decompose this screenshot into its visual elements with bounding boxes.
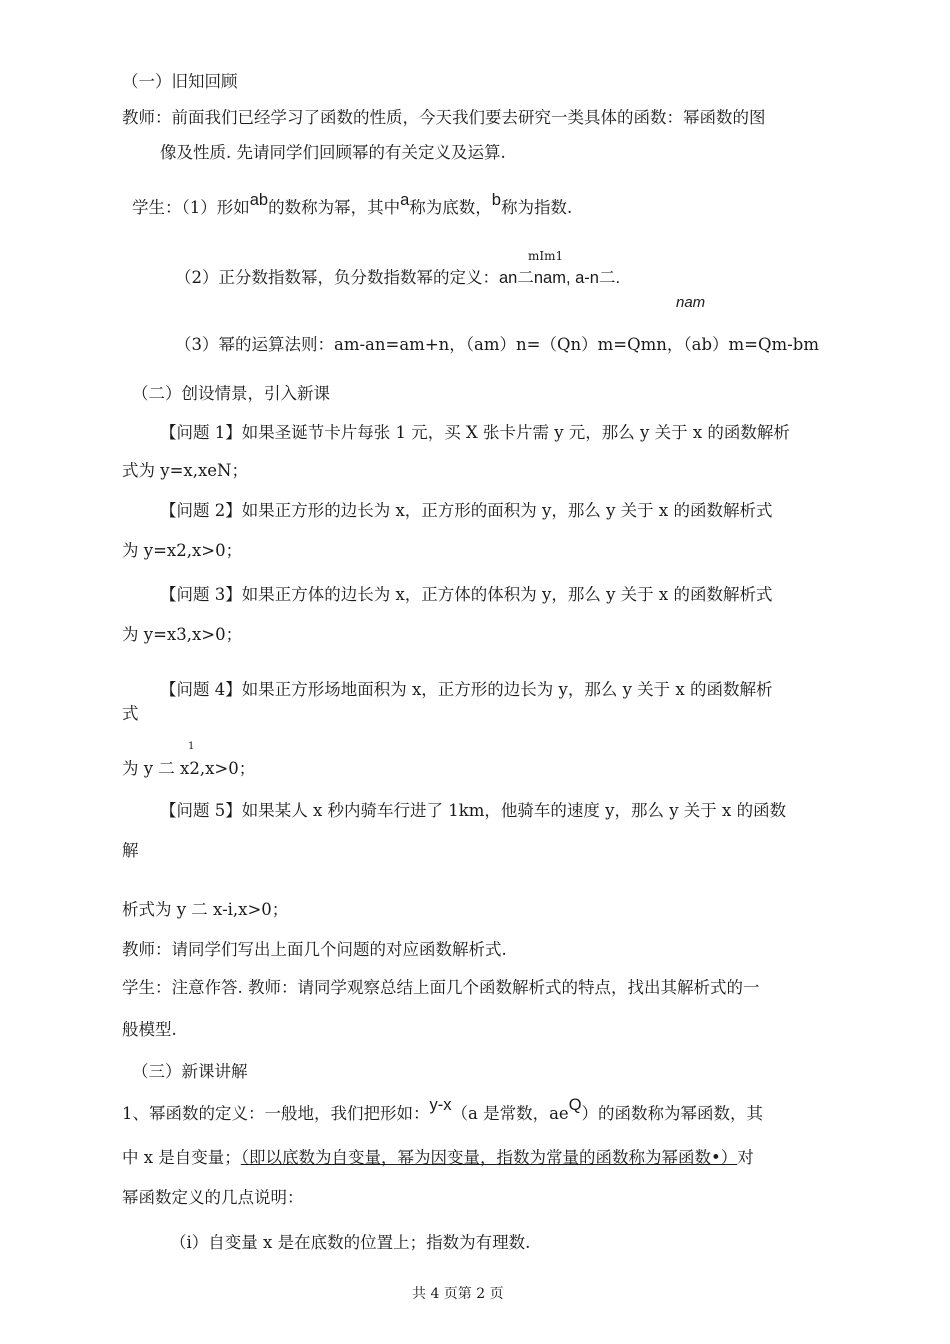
power-function-definition-line1 <box>122 1096 764 1123</box>
student-response-line2: 般模型. <box>122 1020 177 1039</box>
question-4-exponent: 1 <box>188 741 195 752</box>
question-3-line1: 【问题 3】如果正方体的边长为 x，正方体的体积为 y，那么 y 关于 x 的函数解析式 <box>160 585 773 604</box>
question-5-line2: 解 <box>122 841 139 860</box>
b-symbol: b <box>491 191 501 209</box>
question-1-line1: 【问题 1】如果圣诞节卡片每张 1 元，买 X 张卡片需 y 元，那么 y 关于 x 的函数解析 <box>160 423 790 442</box>
question-4-line3: 为 y 二 x2,x>0； <box>122 759 256 778</box>
rational-set-symbol: Q <box>568 1096 582 1114</box>
definition-line2-b: 对 <box>737 1148 754 1167</box>
question-5-line3: 析式为 y 二 x-i,x>0； <box>122 900 289 919</box>
student-answer-mid1: 的数称为幂，其中 <box>268 198 401 217</box>
student-response-line1: 学生：注意作答. 教师：请同学观察总结上面几个函数解析式的特点，找出其解析式的一 <box>122 978 760 997</box>
question-4-line2: 式 <box>122 704 139 723</box>
definition-text-a: 1、幂函数的定义：一般地，我们把形如： <box>122 1104 430 1123</box>
power-function-definition-line2 <box>122 1150 754 1167</box>
teacher-intro-line1: 教师：前面我们已经学习了函数的性质，今天我们要去研究一类具体的函数：幂函数的图 <box>122 108 766 127</box>
teacher-prompt: 教师：请同学们写出上面几个问题的对应函数解析式. <box>122 940 507 959</box>
fractional-exponent-definition <box>175 270 620 287</box>
definition-notes-heading: 幂函数定义的几点说明： <box>122 1188 304 1207</box>
page-footer: 共 4 页第 2 页 <box>412 1286 504 1302</box>
formula-denominator: nam <box>676 294 706 311</box>
definition-note-1: （i）自变量 x 是在底数的位置上；指数为有理数. <box>170 1233 531 1252</box>
definition-line2-a: 中 x 是自变量； <box>122 1148 241 1167</box>
question-5-line1: 【问题 5】如果某人 x 秒内骑车行进了 1km，他骑车的速度 y，那么 y 关于 x 的函数 <box>160 801 787 820</box>
question-4-line1: 【问题 4】如果正方形场地面积为 x，正方形的边长为 y，那么 y 关于 x 的函数解析 <box>160 680 773 699</box>
question-3-line2: 为 y=x3,x>0； <box>122 625 243 644</box>
item2-text: （2）正分数指数幂，负分数指数幂的定义： <box>175 268 499 287</box>
a-symbol: a <box>400 191 410 209</box>
student-answer-1 <box>132 191 573 217</box>
question-2-line1: 【问题 2】如果正方形的边长为 x，正方形的面积为 y，那么 y 关于 x 的函数解析式 <box>160 501 773 520</box>
student-answer-end: 称为指数. <box>500 198 573 217</box>
definition-underlined-note: （即以底数为自变量，幂为因变量，指数为常量的函数称为幂函数•） <box>240 1148 738 1167</box>
section-title-new-lesson: （三）新课讲解 <box>132 1062 248 1081</box>
student-answer-prefix: 学生：（1）形如 <box>132 198 250 217</box>
student-answer-mid2: 称为底数， <box>409 198 492 217</box>
power-operation-rules: （3）幂的运算法则：am-an=am+n，（am）n=（Qn）m=Qmn，（ab）m=Qm-bm <box>175 335 819 354</box>
formula-superscript: mIm1 <box>528 249 564 263</box>
item2-formula: an二nam, a-n二. <box>499 269 621 287</box>
question-2-line2: 为 y=x2,x>0； <box>122 541 243 560</box>
definition-text-b: （a 是常数，ae <box>451 1104 569 1123</box>
definition-text-c: ）的函数称为幂函数，其 <box>581 1104 764 1123</box>
section-title-review: （一）旧知回顾 <box>122 72 238 91</box>
teacher-intro-line2: 像及性质. 先请同学们回顾幂的有关定义及运算. <box>160 143 506 162</box>
definition-formula: y-x <box>429 1096 452 1114</box>
question-1-line2: 式为 y=x,xeN； <box>122 461 248 480</box>
ab-symbol: ab <box>249 191 269 209</box>
section-title-scenario: （二）创设情景，引入新课 <box>132 384 330 403</box>
